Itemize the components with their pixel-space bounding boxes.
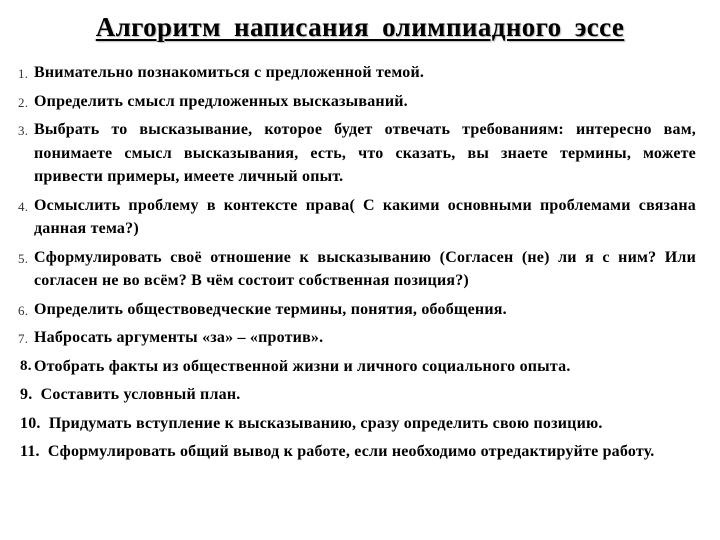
item-number: 5. [18,250,29,266]
item-number: 4. [18,198,29,214]
list-item-6 [20,298,696,322]
item-text: Составить условный план. [40,386,241,403]
list-item-11 [20,440,696,464]
item-text: Сформулировать общий вывод к работе, если необходимо отредактируйте работу. [47,443,655,460]
item-number: 6. [18,302,29,318]
item-number: 8. [20,357,32,374]
list-item-2 [20,90,696,114]
item-number: 3. [18,123,29,138]
item-text: Определить обществоведческие термины, понятия, обобщения. [34,300,507,318]
item-text: Выбрать то высказывание, которое будет отвечать требованиям: интересно вам, понимаете смысл высказывания, есть, что сказать, вы знаете термины, можете привести примеры, имеете личный опыт. [34,121,696,185]
list-item-9 [20,383,696,407]
item-number: 2. [18,94,29,110]
item-text: Внимательно познакомиться с предложенной темой. [34,64,425,81]
list-item-7 [20,326,696,350]
list-item-3 [20,118,696,189]
item-text: Сформулировать своё отношение к высказыванию (Согласен (не) ли я с ним? Или согласен не во всём? В чём состоит собственная позиция?) [34,248,696,289]
algorithm-list [20,61,696,469]
list-item-5 [20,246,696,293]
list-item-8 [20,355,696,379]
list-item-10 [20,412,696,436]
item-text: Отобрать факты из общественной жизни и личного социального опыта. [34,357,571,375]
item-number: 11. [20,443,40,460]
item-text: Набросать аргументы «за» – «против». [34,329,324,346]
item-number: 7. [18,331,29,346]
page-title: Алгоритм написания олимпиадного эссе [95,12,625,42]
item-number: 10. [20,414,41,432]
item-number: 1. [18,66,29,81]
title-container [0,10,720,44]
item-text: Определить смысл предложенных высказываний. [34,92,408,110]
list-item-1 [20,61,696,85]
item-text: Придумать вступление к высказыванию, сразу определить свою позицию. [48,414,603,432]
list-item-4 [20,194,696,241]
item-number: 9. [20,386,33,403]
item-text: Осмыслить проблему в контексте права( С какими основными проблемами связана данная тема?) [34,196,696,237]
